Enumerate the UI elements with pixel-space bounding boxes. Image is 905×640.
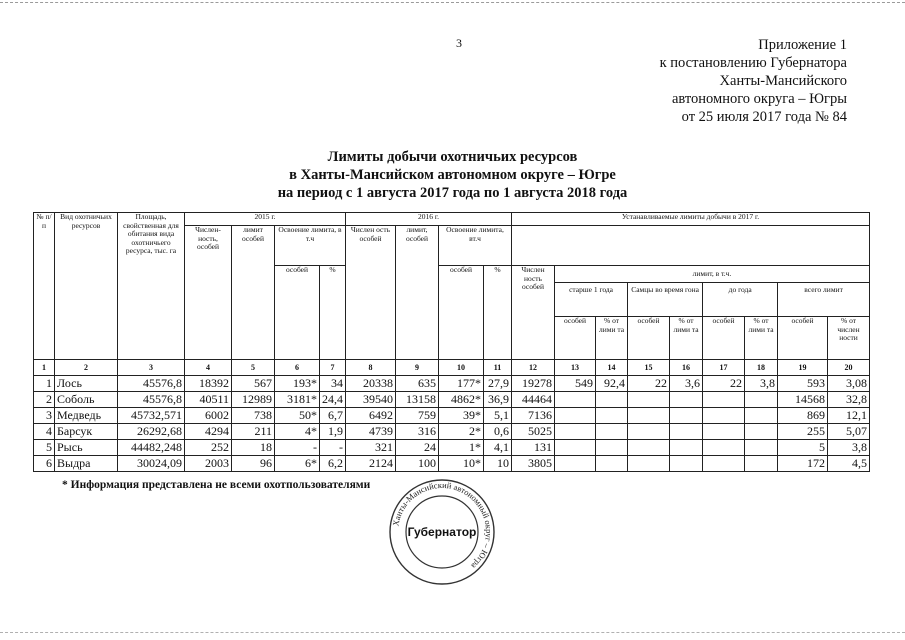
table-cell: [555, 392, 596, 408]
stamp-ring-text: Ханты-Мансийский автономный округ – Югра: [390, 479, 495, 572]
table-cell: [745, 440, 778, 456]
table-cell: 131: [512, 440, 555, 456]
header-pcs: особей: [703, 317, 745, 360]
table-cell: 10: [484, 456, 512, 472]
column-number: 2: [55, 360, 118, 376]
title-line: в Ханты-Мансийском автономном округе – Югре: [289, 167, 616, 183]
header-population-2015: Числен-ность, особей: [185, 226, 232, 360]
header-total: всего лимит: [804, 285, 843, 294]
table-cell: 36,9: [484, 392, 512, 408]
column-number: 17: [703, 360, 745, 376]
header-number: № п/ п: [34, 213, 55, 360]
table-cell: 14568: [778, 392, 828, 408]
column-number: 9: [396, 360, 439, 376]
table-cell: 39*: [439, 408, 484, 424]
table-cell: [703, 440, 745, 456]
table-cell: [596, 408, 628, 424]
table-cell: Выдра: [55, 456, 118, 472]
table-row: [34, 440, 870, 456]
table-cell: 19278: [512, 376, 555, 392]
table-cell: [596, 392, 628, 408]
table-cell: 13158: [396, 392, 439, 408]
header-females: Самцы во время гона: [628, 283, 703, 316]
table-cell: 39540: [346, 392, 396, 408]
table-cell: [703, 408, 745, 424]
table-cell: [745, 408, 778, 424]
table-cell: [596, 456, 628, 472]
header-year-2017: Устанавливаемые лимиты добычи в 2017 г.: [512, 213, 870, 226]
table-cell: 172: [778, 456, 828, 472]
header-pct-2015: %: [320, 266, 346, 360]
table-cell: [670, 456, 703, 472]
appendix-line: Приложение 1: [758, 37, 847, 53]
table-cell: 3,6: [670, 376, 703, 392]
header-pct-limit: % от лими та: [670, 317, 703, 360]
table-cell: [703, 456, 745, 472]
header-use-2015: Освоение лимита, в т.ч: [275, 226, 346, 266]
table-cell: 5,07: [828, 424, 870, 440]
header-use-2016: Освоение лимита, вт.ч: [439, 226, 512, 266]
table-cell: Соболь: [55, 392, 118, 408]
column-number: 11: [484, 360, 512, 376]
table-cell: 759: [396, 408, 439, 424]
table-cell: 24: [396, 440, 439, 456]
table-cell: 549: [555, 376, 596, 392]
table-cell: [628, 440, 670, 456]
column-number: 10: [439, 360, 484, 376]
table-cell: 3,8: [745, 376, 778, 392]
table-cell: 32,8: [828, 392, 870, 408]
table-cell: [745, 424, 778, 440]
table-cell: Медведь: [55, 408, 118, 424]
table-cell: 255: [778, 424, 828, 440]
table-cell: 4862*: [439, 392, 484, 408]
table-cell: 177*: [439, 376, 484, 392]
table-cell: 20338: [346, 376, 396, 392]
table-cell: 635: [396, 376, 439, 392]
table-cell: 50*: [275, 408, 320, 424]
bottom-border-line: [0, 632, 905, 633]
appendix-line: от 25 июля 2017 года № 84: [681, 109, 847, 125]
table-cell: 4,1: [484, 440, 512, 456]
header-pcs: особей: [628, 317, 670, 360]
governor-stamp: [374, 474, 510, 590]
header-pct-limit: % от лими та: [596, 317, 628, 360]
table-cell: 4: [34, 424, 55, 440]
table-cell: [670, 408, 703, 424]
table-row: [34, 376, 870, 392]
table-cell: [628, 408, 670, 424]
column-number: 20: [828, 360, 870, 376]
column-number: 18: [745, 360, 778, 376]
header-limit-2015: лимит особей: [232, 226, 275, 360]
table-cell: [555, 408, 596, 424]
header-limit-2016: лимит, особей: [396, 226, 439, 360]
table-cell: 252: [185, 440, 232, 456]
table-cell: 5: [778, 440, 828, 456]
table-cell: [670, 392, 703, 408]
header-pcs: особей: [778, 317, 828, 360]
table-cell: [628, 424, 670, 440]
table-cell: 27,9: [484, 376, 512, 392]
table-row: [34, 392, 870, 408]
table-cell: 3: [34, 408, 55, 424]
table-cell: 567: [232, 376, 275, 392]
table-cell: 193*: [275, 376, 320, 392]
table-cell: [628, 456, 670, 472]
table-cell: 6: [34, 456, 55, 472]
table-cell: Барсук: [55, 424, 118, 440]
header-older1: старше 1 года: [555, 283, 628, 316]
table-cell: 6,2: [320, 456, 346, 472]
appendix-line: к постановлению Губернатора: [659, 55, 847, 71]
table-cell: 2003: [185, 456, 232, 472]
table-cell: 92,4: [596, 376, 628, 392]
column-number: 3: [118, 360, 185, 376]
header-area: Площадь, свойственная для обитания вида охотничьего ресурса, тыс. га: [118, 213, 185, 360]
table-cell: 12,1: [828, 408, 870, 424]
table-cell: 45576,8: [118, 376, 185, 392]
page-number: 3: [456, 36, 462, 50]
table-cell: -: [320, 440, 346, 456]
column-number: 5: [232, 360, 275, 376]
stamp-center-text: Губернатор: [407, 525, 477, 539]
header-species: Вид охотничьих ресурсов: [55, 213, 118, 360]
header-limit-2017-group: [555, 266, 870, 317]
table-row: [34, 408, 870, 424]
column-number: 1: [34, 360, 55, 376]
table-cell: 1: [34, 376, 55, 392]
table-cell: 6,7: [320, 408, 346, 424]
table-cell: 4*: [275, 424, 320, 440]
table-cell: 5: [34, 440, 55, 456]
table-cell: 321: [346, 440, 396, 456]
header-year-2015: 2015 г.: [185, 213, 346, 226]
table-cell: 12989: [232, 392, 275, 408]
table-cell: [555, 456, 596, 472]
header-pcs: особей: [555, 317, 596, 360]
table-cell: [703, 392, 745, 408]
column-number: 19: [778, 360, 828, 376]
table-cell: [703, 424, 745, 440]
table-cell: 7136: [512, 408, 555, 424]
table-cell: [670, 440, 703, 456]
header-year-2016: 2016 г.: [346, 213, 512, 226]
table-cell: 3,8: [828, 440, 870, 456]
table-cell: [555, 424, 596, 440]
table-cell: 40511: [185, 392, 232, 408]
table-cell: 2*: [439, 424, 484, 440]
table-cell: 30024,09: [118, 456, 185, 472]
table-cell: 45576,8: [118, 392, 185, 408]
table-cell: 22: [703, 376, 745, 392]
table-cell: 3181*: [275, 392, 320, 408]
header-population-2016: Числен ость особей: [346, 226, 396, 360]
table-cell: 5025: [512, 424, 555, 440]
table-cell: 34: [320, 376, 346, 392]
header-pct-2016: %: [484, 266, 512, 360]
appendix-line: Ханты-Мансийского: [719, 73, 847, 89]
table-cell: 6492: [346, 408, 396, 424]
table-cell: 26292,68: [118, 424, 185, 440]
table-cell: 45732,571: [118, 408, 185, 424]
column-number: 4: [185, 360, 232, 376]
column-number: 12: [512, 360, 555, 376]
table-cell: 44464: [512, 392, 555, 408]
appendix-line: автономного округа – Югры: [671, 91, 847, 107]
header-under1: до года: [703, 283, 778, 316]
table-cell: Лось: [55, 376, 118, 392]
table-cell: 6002: [185, 408, 232, 424]
header-pcs-2016: особей: [439, 266, 484, 360]
table-cell: [745, 456, 778, 472]
table-cell: 24,4: [320, 392, 346, 408]
table-cell: 211: [232, 424, 275, 440]
table-cell: Рысь: [55, 440, 118, 456]
table-cell: [596, 440, 628, 456]
table-cell: [628, 392, 670, 408]
column-number: 7: [320, 360, 346, 376]
table-cell: 2: [34, 392, 55, 408]
table-cell: 18392: [185, 376, 232, 392]
table-cell: 316: [396, 424, 439, 440]
table-cell: 0,6: [484, 424, 512, 440]
table-cell: [555, 440, 596, 456]
table-cell: 44482,248: [118, 440, 185, 456]
table-cell: 96: [232, 456, 275, 472]
table-cell: 2124: [346, 456, 396, 472]
header-population-2017: Числен ность особей: [512, 266, 555, 360]
limits-table: [33, 212, 870, 472]
table-cell: 100: [396, 456, 439, 472]
table-row: [34, 424, 870, 440]
table-cell: 593: [778, 376, 828, 392]
column-number: 6: [275, 360, 320, 376]
title-line: Лимиты добычи охотничьих ресурсов: [327, 149, 578, 165]
table-row: [34, 456, 870, 472]
column-number: 15: [628, 360, 670, 376]
title-line: на период с 1 августа 2017 года по 1 августа 2018 года: [277, 185, 628, 201]
table-cell: 738: [232, 408, 275, 424]
table-cell: 18: [232, 440, 275, 456]
table-cell: 4294: [185, 424, 232, 440]
appendix-header: [660, 36, 847, 126]
table-cell: -: [275, 440, 320, 456]
table-cell: 22: [628, 376, 670, 392]
column-number: 16: [670, 360, 703, 376]
table-cell: 4,5: [828, 456, 870, 472]
column-number: 13: [555, 360, 596, 376]
top-border-line: [0, 2, 905, 3]
table-body: [34, 376, 870, 472]
column-number: 14: [596, 360, 628, 376]
header-limit-incl: лимит, в т.ч.: [555, 266, 869, 283]
table-cell: 10*: [439, 456, 484, 472]
table-cell: 3805: [512, 456, 555, 472]
document-title: [0, 148, 905, 202]
table-cell: [670, 424, 703, 440]
table-cell: 3,08: [828, 376, 870, 392]
table-cell: 5,1: [484, 408, 512, 424]
column-number: 8: [346, 360, 396, 376]
header-pct-limit: % от лими та: [745, 317, 778, 360]
table-cell: [596, 424, 628, 440]
header-2017-spacer: [512, 226, 870, 266]
header-pcs-2015: особей: [275, 266, 320, 360]
header-pct-population: % от числен ности: [828, 317, 870, 360]
column-number-row: [34, 360, 870, 376]
table-cell: 1,9: [320, 424, 346, 440]
footnote: * Информация представлена не всеми охотпользователями: [62, 479, 371, 491]
table-cell: [745, 392, 778, 408]
table-cell: 1*: [439, 440, 484, 456]
table-cell: 4739: [346, 424, 396, 440]
table-cell: 6*: [275, 456, 320, 472]
table-cell: 869: [778, 408, 828, 424]
